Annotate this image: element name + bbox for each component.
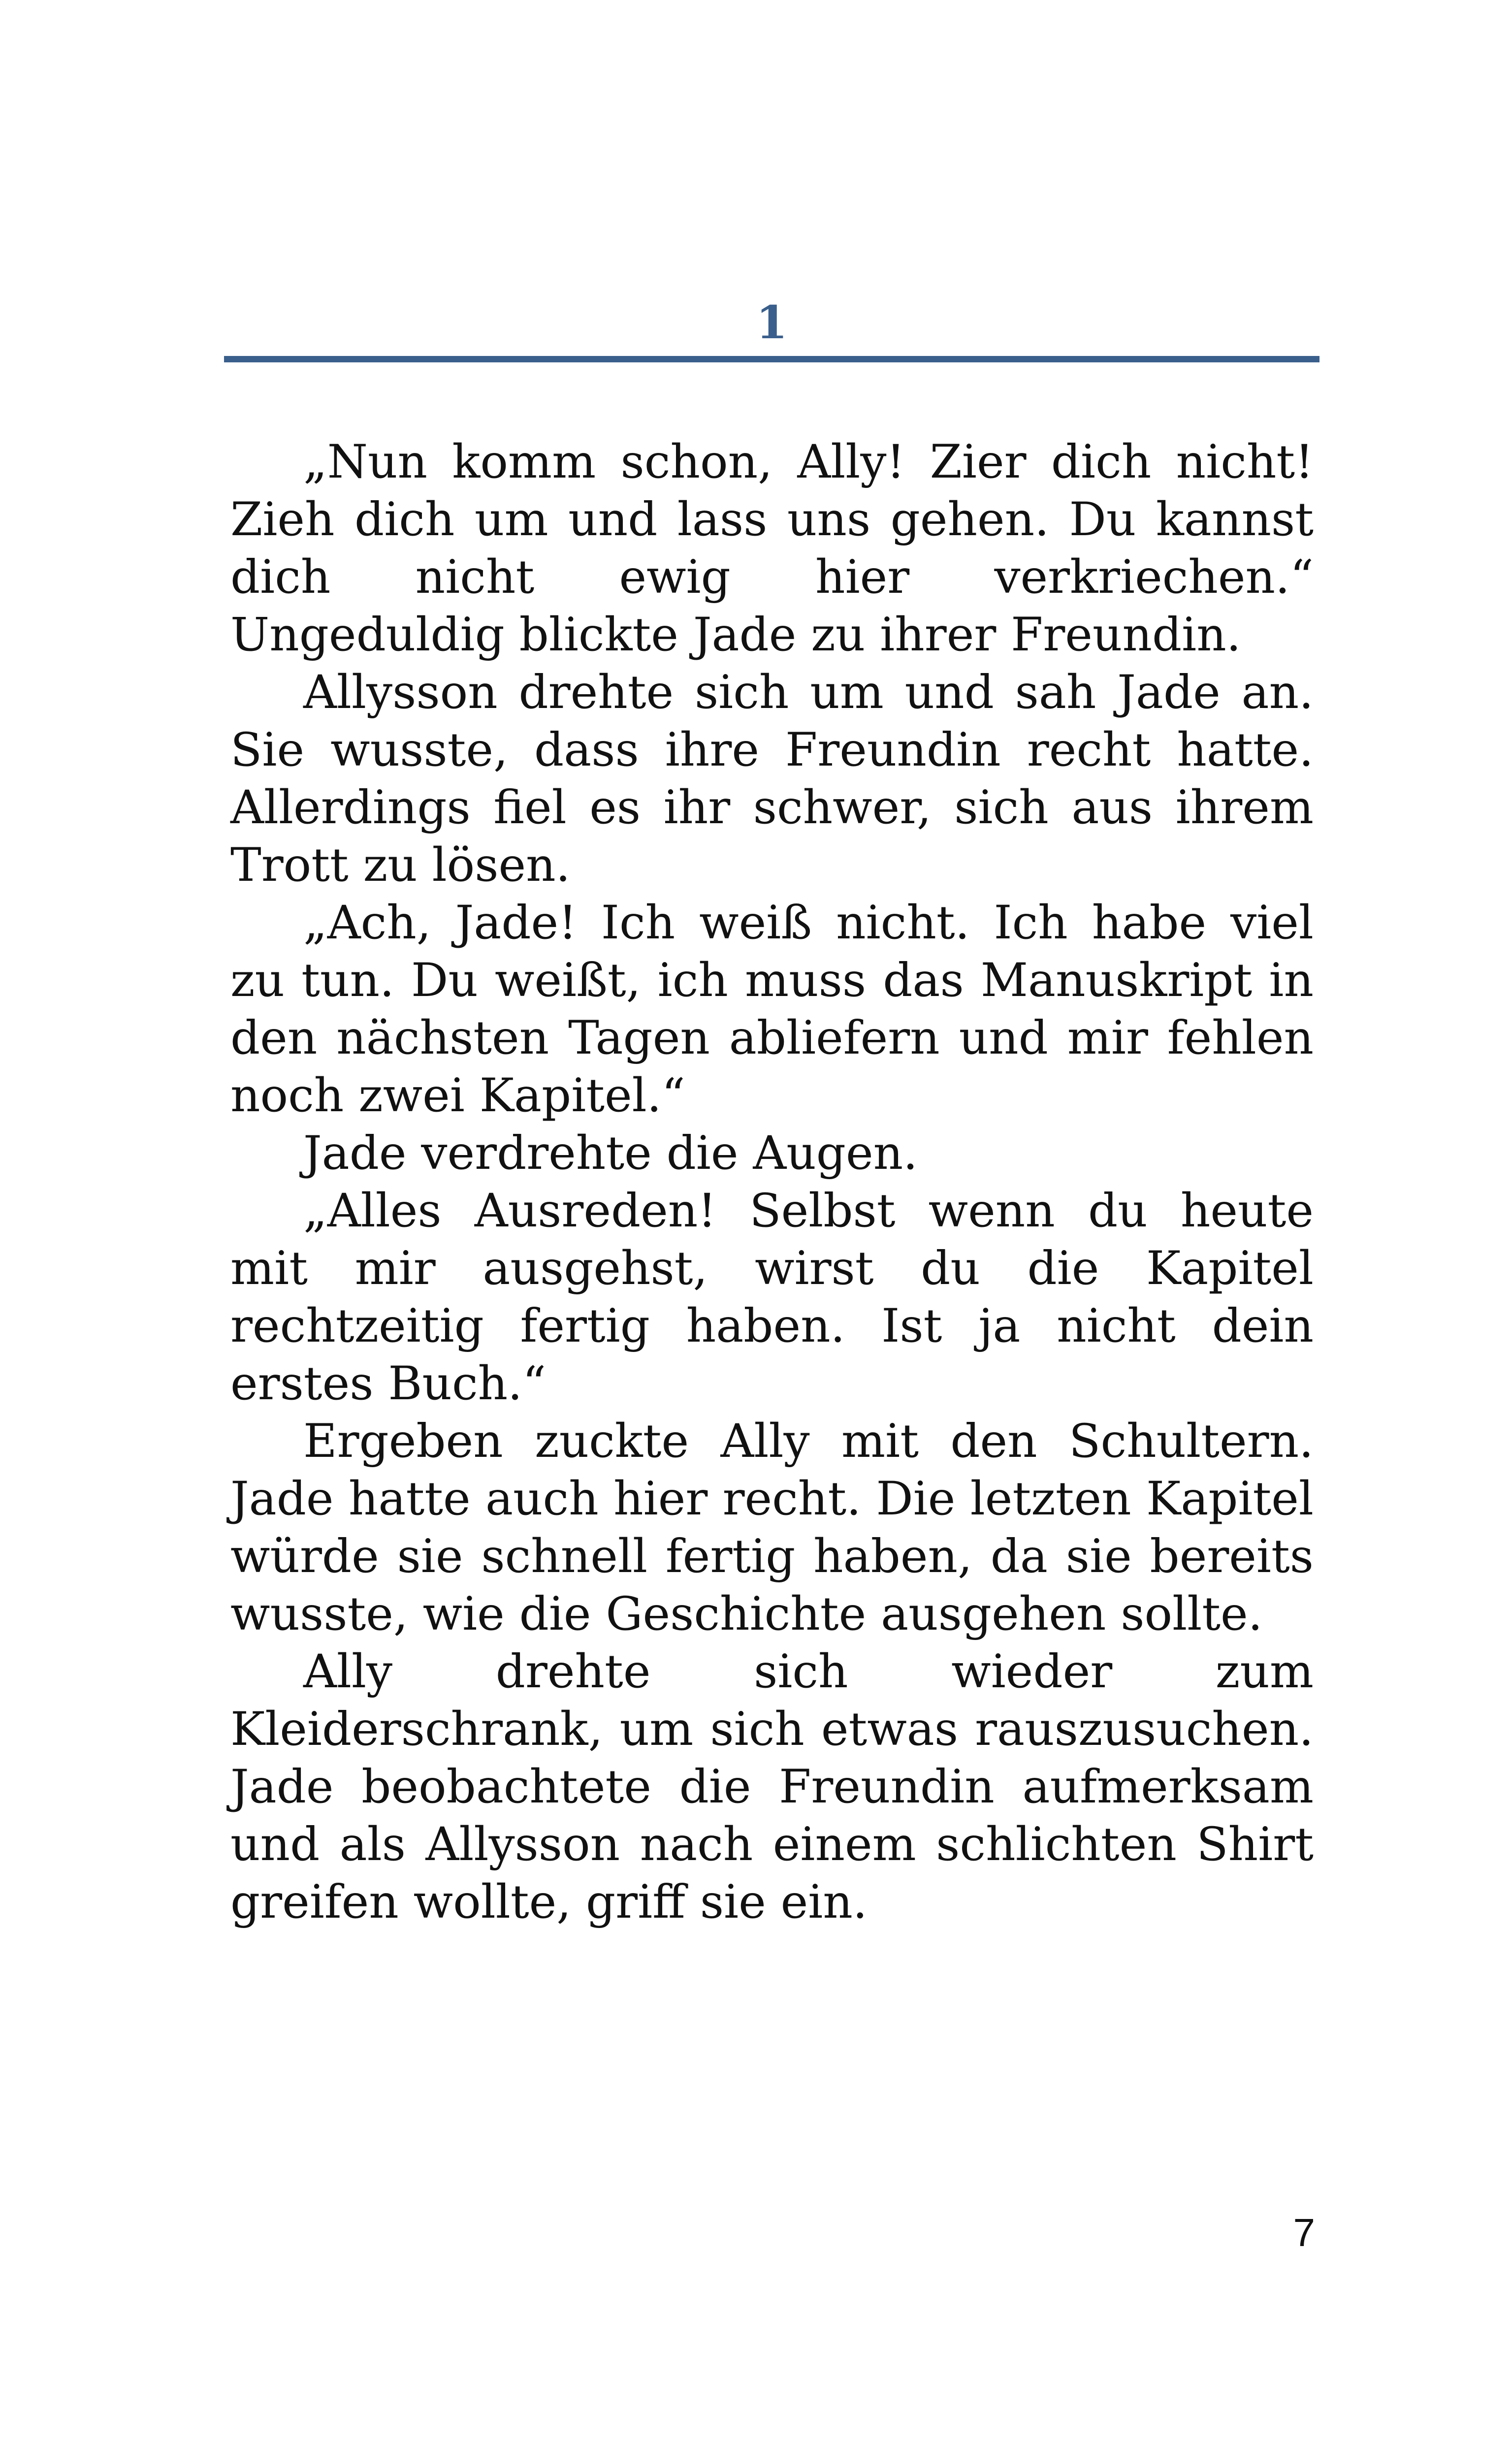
paragraph: Allysson drehte sich um und sah Jade an. Sie wusste, dass ihre Freundin recht hatte. Allerdings fiel es ihr schwer, sich aus ihrem Trott zu lösen. (230, 666, 1314, 892)
paragraph: Jade verdrehte die Augen. (303, 1126, 918, 1180)
paragraph: „Alles Ausreden! Selbst wenn du heute mit mir ausgehst, wirst du die Kapitel rechtzeitig fertig haben. Ist ja nicht dein erstes Buch.“ (230, 1184, 1314, 1411)
chapter-body (230, 433, 1314, 1931)
page-number: 7 (1293, 2211, 1315, 2254)
chapter-divider (224, 356, 1319, 362)
paragraph: „Nun komm schon, Ally! Zier dich nicht! Zieh dich um und lass uns gehen. Du kannst dich nicht ewig hier verkriechen.“ Ungeduldig blickte Jade zu ihrer Freundin. (230, 435, 1314, 662)
paragraph: „Ach, Jade! Ich weiß nicht. Ich habe viel zu tun. Du weißt, ich muss das Manuskript in den nächsten Tagen abliefern und mir fehlen noch zwei Kapitel.“ (230, 896, 1314, 1123)
chapter-number: 1 (756, 296, 788, 349)
paragraph: Ally drehte sich wieder zum Kleiderschrank, um sich etwas rauszusuchen. Jade beobachtete die Freundin aufmerksam und als Allysson nach einem schlichten Shirt greifen wollte, griff sie ein. (230, 1645, 1314, 1929)
paragraph: Ergeben zuckte Ally mit den Schultern. Jade hatte auch hier recht. Die letzten Kapitel würde sie schnell fertig haben, da sie bereits wusste, wie die Geschichte ausgehen sollte. (230, 1414, 1314, 1641)
